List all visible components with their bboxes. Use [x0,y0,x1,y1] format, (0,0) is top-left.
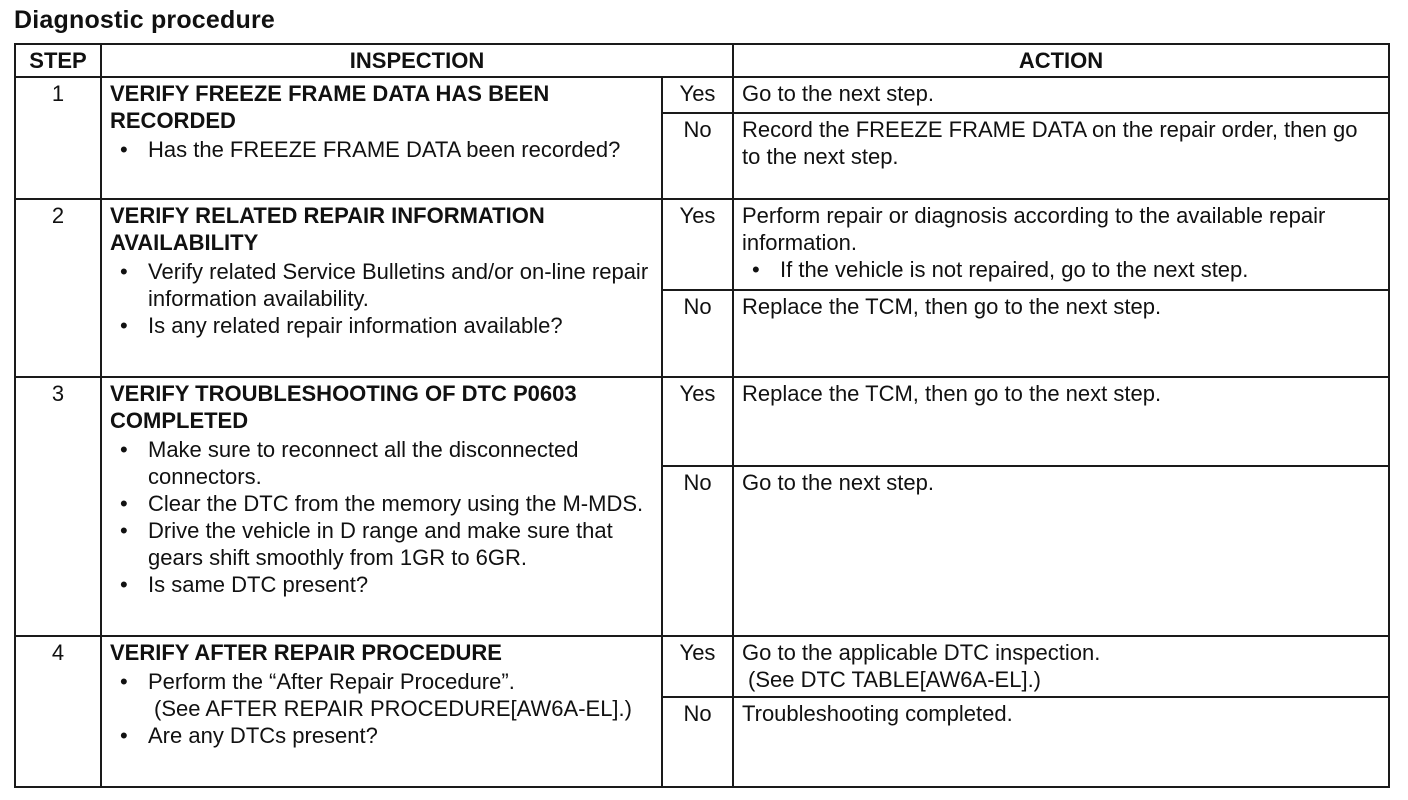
step-number: 1 [15,77,101,199]
inspection-title: VERIFY TROUBLESHOOTING OF DTC P0603 COMPLETED [110,381,577,433]
yes-label: Yes [662,636,733,697]
inspection-bullet: • Clear the DTC from the memory using the M-MDS. [148,490,653,517]
table-row [15,636,1389,697]
table-row [15,199,1389,290]
header-row [15,44,1389,77]
inspection-bullet: • Are any DTCs present? [148,722,653,749]
inspection-bullet: • Drive the vehicle in D range and make sure that gears shift smoothly from 1GR to 6GR. [148,517,653,571]
inspection-cell [101,636,662,787]
yes-label: Yes [662,199,733,290]
table-row [15,377,1389,466]
yes-action: Go to the applicable DTC inspection. [742,640,1101,665]
inspection-bullet: • Is any related repair information available? [148,312,653,339]
yes-label: Yes [662,377,733,466]
table-row [15,77,1389,113]
yes-label: Yes [662,77,733,113]
no-label: No [662,697,733,787]
inspection-bullet: • Is same DTC present? [148,571,653,598]
no-label: No [662,290,733,377]
inspection-cell [101,77,662,199]
see-reference: (See DTC TABLE[AW6A-EL].) [748,667,1042,692]
no-action: Replace the TCM, then go to the next step. [733,290,1389,377]
no-action: Troubleshooting completed. [733,697,1389,787]
inspection-title: VERIFY FREEZE FRAME DATA HAS BEEN RECORDED [110,81,550,133]
header-inspection: INSPECTION [101,44,733,77]
no-label: No [662,113,733,199]
step-number: 3 [15,377,101,636]
inspection-title: VERIFY AFTER REPAIR PROCEDURE [110,640,502,665]
inspection-bullet: • Make sure to reconnect all the disconnected connectors. [148,436,653,490]
inspection-cell [101,377,662,636]
diagnostic-table [14,43,1390,788]
step-number: 2 [15,199,101,377]
inspection-title: VERIFY RELATED REPAIR INFORMATION AVAILABILITY [110,203,545,255]
step-number: 4 [15,636,101,787]
yes-action-bullet: • If the vehicle is not repaired, go to the next step. [780,256,1380,283]
no-action: Go to the next step. [733,466,1389,636]
header-step: STEP [15,44,101,77]
no-label: No [662,466,733,636]
yes-action-cell [733,199,1389,290]
inspection-cell [101,199,662,377]
yes-action: Perform repair or diagnosis according to the available repair information. [742,203,1326,255]
inspection-bullet: • Verify related Service Bulletins and/or on-line repair information availability. [148,258,653,312]
see-reference: (See AFTER REPAIR PROCEDURE[AW6A-EL].) [154,696,632,721]
page-title: Diagnostic procedure [14,6,275,34]
inspection-bullet: • Has the FREEZE FRAME DATA been recorded? [148,136,653,163]
yes-action-cell [733,636,1389,697]
yes-action: Replace the TCM, then go to the next step. [733,377,1389,466]
no-action: Record the FREEZE FRAME DATA on the repair order, then go to the next step. [733,113,1389,199]
yes-action: Go to the next step. [733,77,1389,113]
inspection-bullet-text: • Perform the “After Repair Procedure”. [148,669,515,694]
header-action: ACTION [733,44,1389,77]
inspection-bullet [148,668,653,722]
